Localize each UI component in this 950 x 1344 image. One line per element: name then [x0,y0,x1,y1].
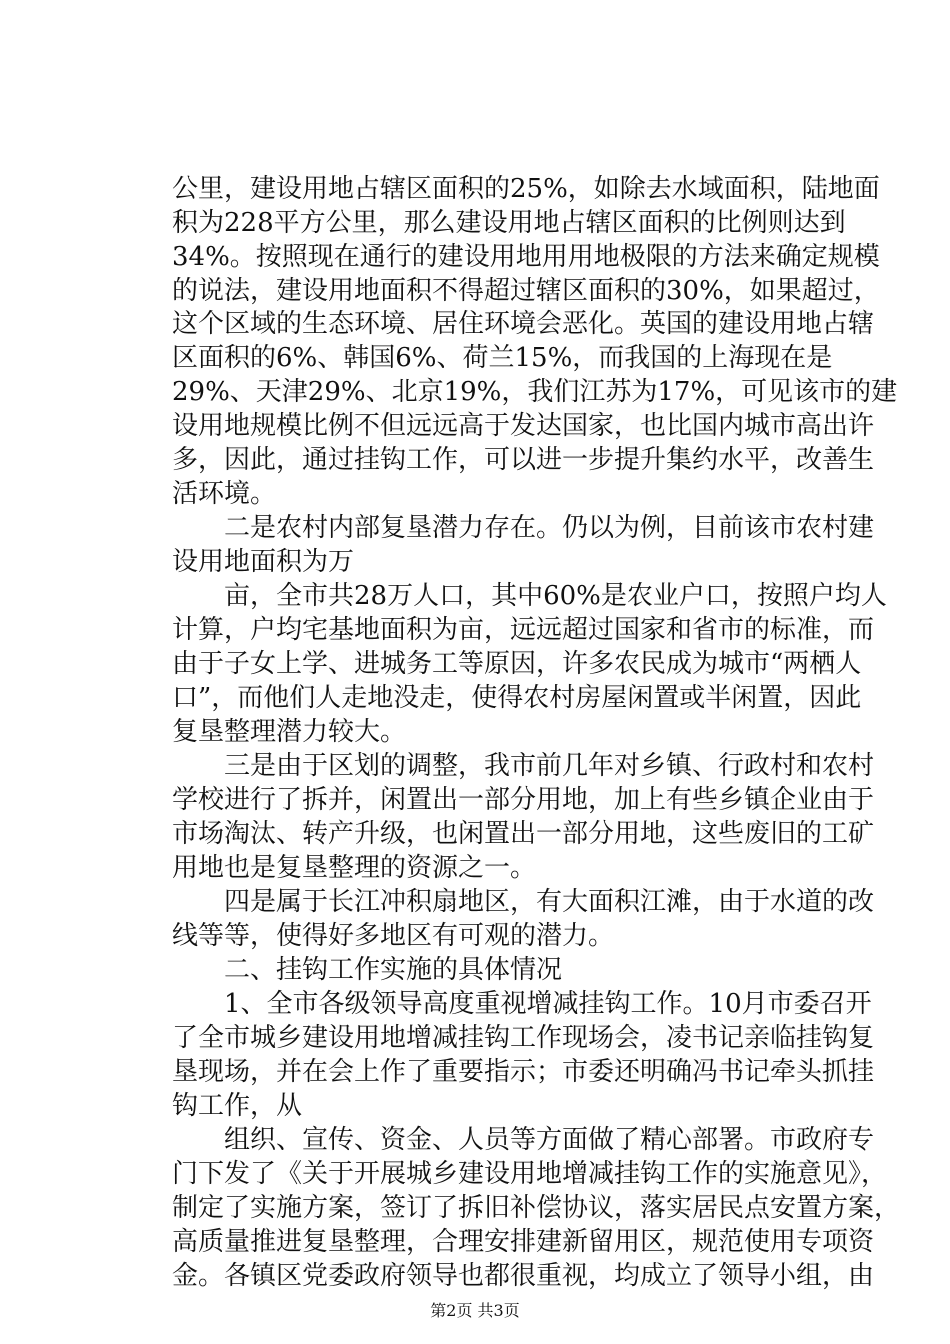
text-line: 由于子女上学、进城务工等原因，许多农民成为城市“两栖人 [172,649,862,679]
text-line: 组织、宣传、资金、人员等方面做了精心部署。市政府专 [224,1125,875,1155]
text-line: 计算，户均宅基地面积为亩，远远超过国家和省市的标准，而 [172,615,875,645]
text-line: 设用地规模比例不但远远高于发达国家，也比国内城市高出许 [172,411,875,441]
text-line: 门下发了《关于开展城乡建设用地增减挂钩工作的实施意见》， [172,1159,888,1189]
text-line: 的说法，建设用地面积不得超过辖区面积的30%，如果超过， [172,276,880,306]
text-line: 活环境。 [172,479,277,509]
text-line: 公里，建设用地占辖区面积的25%，如除去水域面积，陆地面 [172,174,880,204]
text-line: 学校进行了拆并，闲置出一部分用地，加上有些乡镇企业由于 [172,785,875,815]
text-line: 这个区域的生态环境、居住环境会恶化。英国的建设用地占辖 [172,309,875,339]
text-line: 钩工作，从 [172,1091,303,1121]
text-line: 金。各镇区党委政府领导也都很重视，均成立了领导小组，由 [172,1261,875,1291]
text-line: 复垦整理潜力较大。 [172,717,407,747]
text-line: 区面积的6%、韩国6%、荷兰15%，而我国的上海现在是 [172,343,833,373]
text-line: 设用地面积为万 [172,547,355,577]
text-line: 市场淘汰、转产升级，也闲置出一部分用地，这些废旧的工矿 [172,819,875,849]
text-line: 用地也是复垦整理的资源之一。 [172,853,537,883]
text-line: 了全市城乡建设用地增减挂钩工作现场会，凌书记亲临挂钩复 [172,1023,875,1053]
text-line: 二是农村内部复垦潜力存在。仍以为例，目前该市农村建 [224,513,875,543]
text-line: 高质量推进复垦整理，合理安排建新留用区，规范使用专项资 [172,1227,875,1257]
text-line: 制定了实施方案，签订了拆旧补偿协议，落实居民点安置方案， [172,1193,901,1223]
text-line: 口”，而他们人走地没走，使得农村房屋闲置或半闲置，因此 [172,683,862,713]
text-line: 1、全市各级领导高度重视增减挂钩工作。10月市委召开 [224,989,872,1019]
text-line: 积为228平方公里，那么建设用地占辖区面积的比例则达到 [172,208,846,238]
text-line: 垦现场，并在会上作了重要指示；市委还明确冯书记牵头抓挂 [172,1057,875,1087]
text-line: 三是由于区划的调整，我市前几年对乡镇、行政村和农村 [224,751,875,781]
text-line: 四是属于长江冲积扇地区，有大面积江滩，由于水道的改 [224,887,875,917]
text-line: 亩，全市共28万人口，其中60%是农业户口，按照户均人 [224,581,887,611]
text-line: 线等等，使得好多地区有可观的潜力。 [172,921,615,951]
text-line: 多，因此，通过挂钩工作，可以进一步提升集约水平，改善生 [172,445,875,475]
page-footer: 第2页 共3页 [430,1301,520,1320]
text-line: 34%。按照现在通行的建设用地用用地极限的方法来确定规模 [172,242,880,272]
text-line: 29%、天津29%、北京19%，我们江苏为17%，可见该市的建 [172,377,898,407]
text-line: 二、挂钩工作实施的具体情况 [224,955,563,985]
